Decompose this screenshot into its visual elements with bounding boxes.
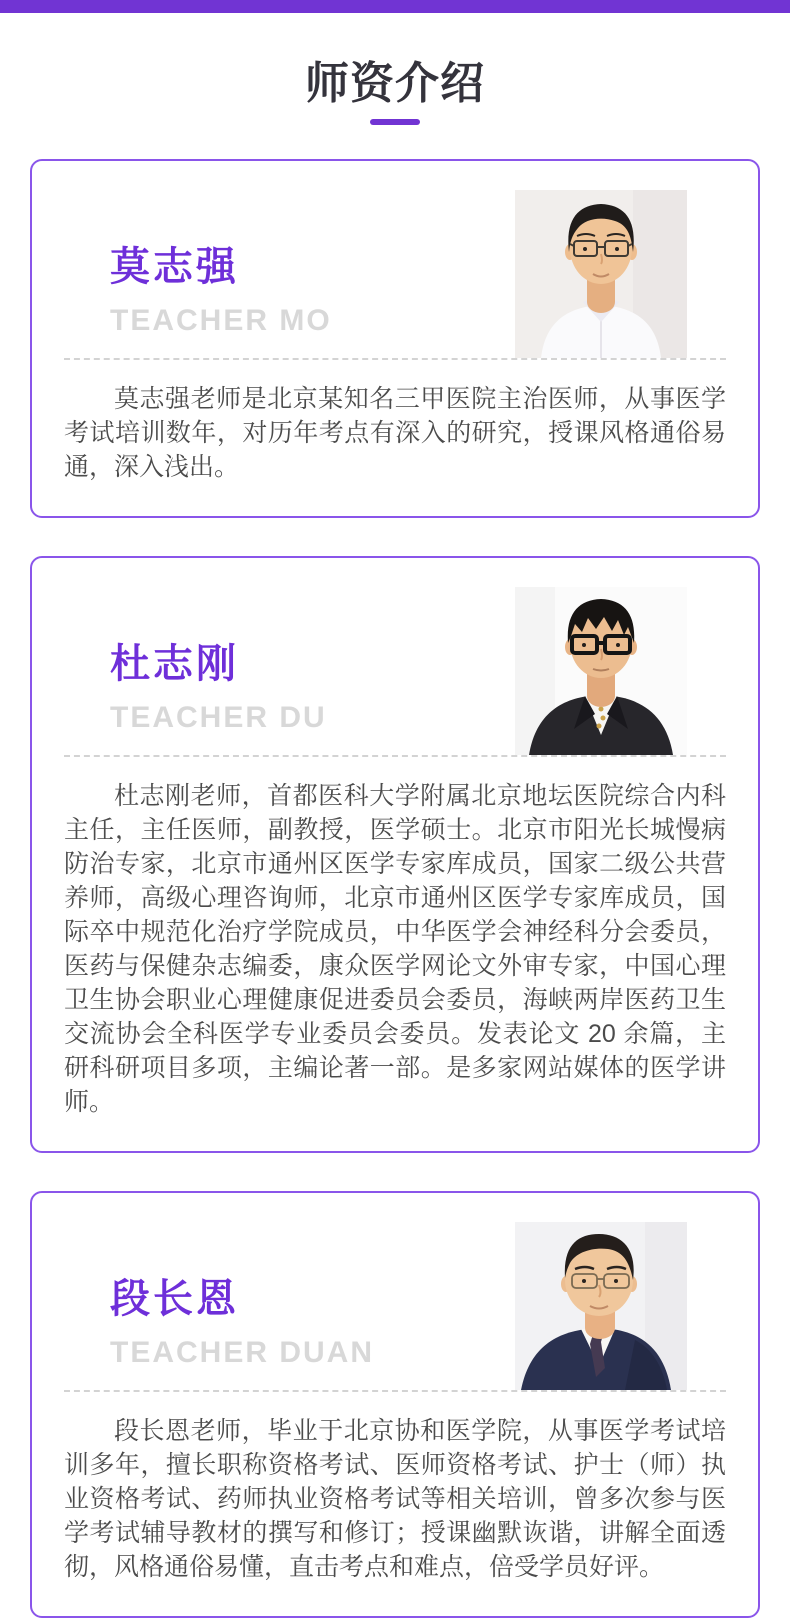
name-block [110,632,327,735]
teacher-name: 杜志刚 [110,641,239,686]
teacher-card-duan [30,1191,760,1618]
teacher-card-list [0,159,790,1618]
card-header [32,558,758,755]
teacher-description: 段长恩老师，毕业于北京协和医学院，从事医学考试培训多年，擅长职称资格考试、医师资格考试、护士（师）执业资格考试、药师执业资格考试等相关培训，曾多次参与医学考试辅导教材的撰写和修订；授课幽默诙谐，讲解全面透彻，风格通俗易懂，直击考点和难点，倍受学员好评。 [64,1416,726,1581]
name-block [110,1267,374,1370]
teacher-description: 杜志刚老师，首都医科大学附属北京地坛医院综合内科主任，主任医师，副教授，医学硕士。北京市阳光长城慢病防治专家，北京市通州区医学专家库成员，国家二级公共营养师，高级心理咨询师，北京市通州区医学专家库成员，国际卒中规范化治疗学院成员，中华医学会神经科分会委员，医药与保健杂志编委，康众医学网论文外审专家，中国心理卫生协会职业心理健康促进委员会委员，海峡两岸医药卫生交流协会全科医学专业委员会委员。发表论文 20 余篇，主研科研项目多项，主编论著一部。是多家网站媒体的医学讲师。 [64,781,726,1116]
teacher-english-name: TEACHER MO [110,303,332,337]
teacher-duan-portrait-icon [515,1222,687,1390]
top-accent-bar [0,0,790,13]
name-block [110,235,332,338]
teacher-mo-portrait-icon [515,190,687,358]
teacher-description: 莫志强老师是北京某知名三甲医院主治医师，从事医学考试培训数年，对历年考点有深入的研究，授课风格通俗易通，深入浅出。 [64,384,726,481]
teacher-english-name: TEACHER DU [110,700,327,734]
teacher-card-mo [30,159,760,518]
title-underline [370,119,420,125]
section-header [0,58,790,125]
teacher-card-du [30,556,760,1153]
card-header [32,161,758,358]
teacher-english-name: TEACHER DUAN [110,1335,374,1369]
teacher-du-portrait-icon [515,587,687,755]
teacher-name: 莫志强 [110,244,239,289]
teacher-name: 段长恩 [110,1276,239,1321]
card-header [32,1193,758,1390]
page-title: 师资介绍 [305,59,485,108]
